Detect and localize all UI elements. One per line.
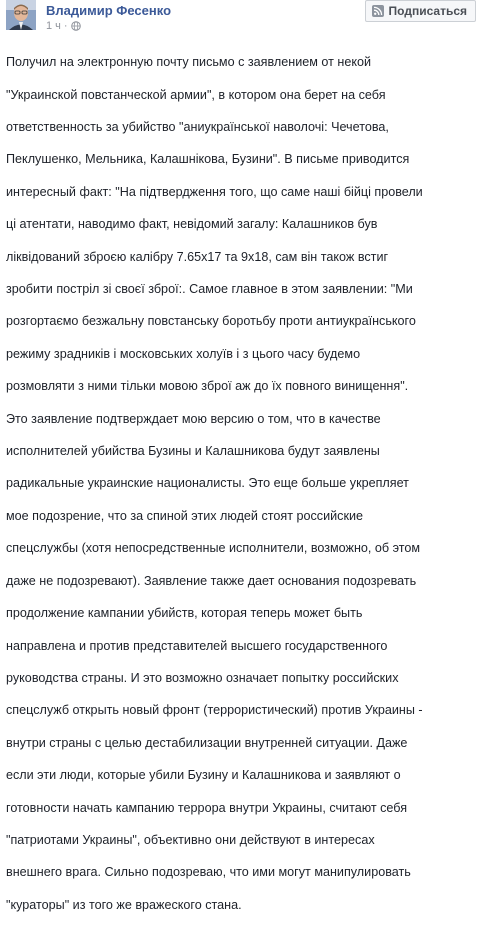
post-text-line: продолжение кампании убийств, которая теперь может быть — [6, 606, 363, 621]
post-text-line: радикальные украинские националисты. Это еще больше укрепляет — [6, 476, 409, 491]
post-text-line: ліквідований зброєю калібру 7.65х17 та 9х18, сам він також встиг — [6, 249, 389, 264]
post-body — [6, 38, 476, 929]
post-text-line: спецслужб открыть новый фронт (террористический) против Украины - — [6, 703, 423, 718]
post-text-line: "кураторы" из того же вражеского стана. — [6, 897, 242, 912]
post-text-line: интересный факт: "На підтвердження того, що саме наші бійці провели — [6, 184, 423, 199]
post-text-line: ответственность за убийство "аниукраїнської наволочі: Чечетова, — [6, 120, 389, 135]
post-text-line: внутри страны с целью дестабилизации внутренней ситуации. Даже — [6, 735, 408, 750]
post-timestamp[interactable]: 1 ч — [46, 20, 61, 32]
post-text-line: спецслужбы (хотя непосредственные исполнители, возможно, об этом — [6, 541, 421, 556]
post-text-line: даже не подозревают). Заявление также дает основания подозревать — [6, 573, 417, 588]
post-meta — [46, 20, 81, 32]
post-text-line: "Украинской повстанческой армии", в котором она берет на себя — [6, 87, 386, 102]
author-name-link[interactable]: Владимир Фесенко — [46, 3, 172, 18]
post-text-line: исполнителей убийства Бузины и Калашникова будут заявлены — [6, 444, 380, 459]
post-text-line: розгортаємо безжальну повстанську боротьбу проти антиукраїнського — [6, 314, 416, 329]
post-text-line: готовности начать кампанию террора внутри Украины, считают себя — [6, 800, 408, 815]
post-text-line: режиму зрадників і московських холуїв і з цього часу будемо — [6, 346, 361, 361]
post-text-line: мое подозрение, что за спиной этих людей стоят российские — [6, 508, 363, 523]
post-text-line: розмовляти з ними тільки мовою зброї аж до їх повного винищення". — [6, 379, 409, 394]
post-text-line: направлена и против представителей высшего государственного — [6, 638, 388, 653]
post-text-line: руководства страны. И это возможно означает попытку российских — [6, 670, 399, 685]
rss-icon — [372, 5, 384, 17]
globe-icon[interactable] — [71, 21, 81, 31]
meta-separator: · — [63, 20, 68, 32]
post-text-line: зробити постріл зі своєї зброї:. Самое главное в этом заявлении: "Ми — [6, 282, 413, 297]
post-header — [6, 0, 476, 36]
post-text-line: Это заявление подтверждает мою версию о том, что в качестве — [6, 411, 381, 426]
post-text-line: если эти люди, которые убили Бузину и Калашникова и заявляют о — [6, 768, 401, 783]
post-text-line: ці атентати, наводимо факт, невідомий загалу: Калашников був — [6, 217, 378, 232]
post-text-line: внешнего врага. Сильно подозреваю, что ими могут манипулировать — [6, 865, 411, 880]
post-text-line: Пеклушенко, Мельника, Калашнікова, Бузини". В письме приводится — [6, 152, 410, 167]
subscribe-label: Подписаться — [388, 4, 467, 18]
author-avatar[interactable] — [6, 0, 36, 30]
post-text-line: Получил на электронную почту письмо с заявлением от некой — [6, 55, 372, 70]
post-text-line: "патриотами Украины", объективно они действуют в интересах — [6, 832, 375, 847]
subscribe-button[interactable] — [365, 0, 476, 22]
profile-photo-icon — [6, 0, 36, 30]
